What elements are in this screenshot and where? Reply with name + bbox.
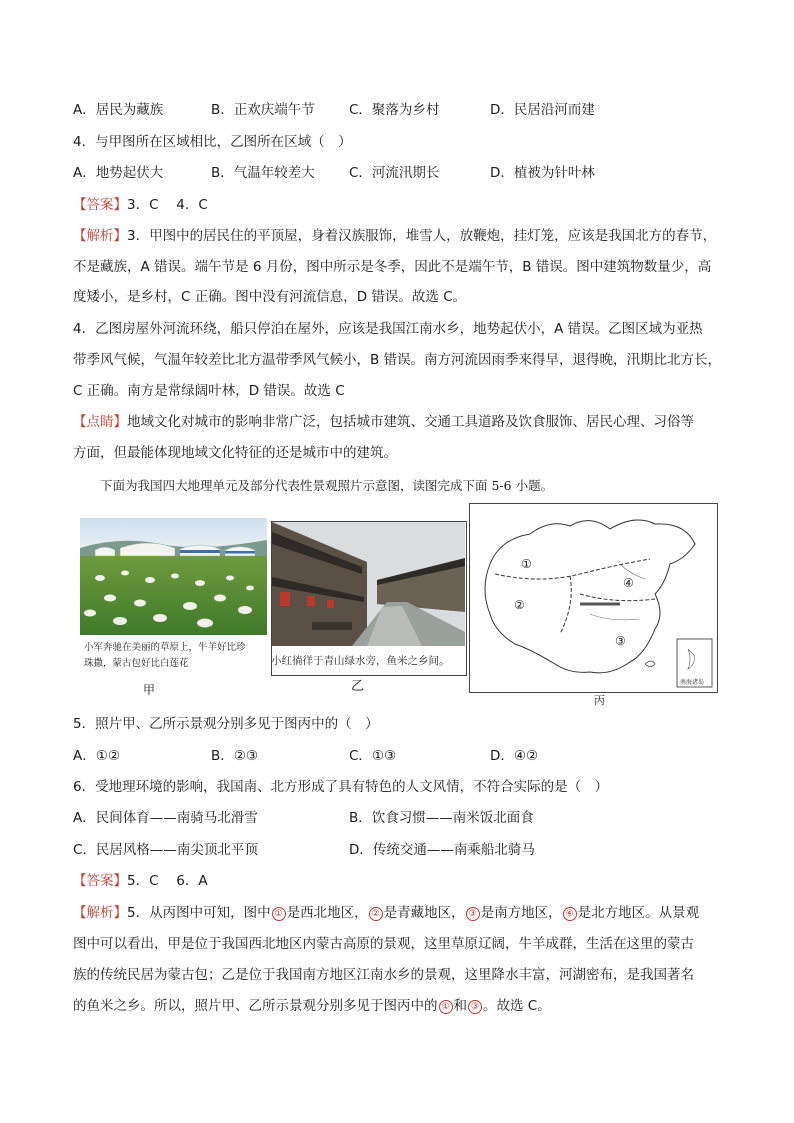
insight-tag: 【点睛】	[73, 414, 127, 430]
q6-option-d: D．传统交通——南乘船北骑马	[349, 842, 535, 858]
q5-option-a: A．①②	[73, 748, 120, 764]
photo-label-jia: 甲	[143, 683, 156, 697]
explanation-text: 是南方地区，	[480, 905, 562, 921]
map-region-3: ③	[615, 634, 626, 648]
explanation-2-line-4	[73, 996, 551, 1016]
q5-option-c: C．①③	[349, 748, 397, 764]
answer-text: 5．C 6．A	[127, 873, 208, 889]
q6-option-a: A．民间体育——南骑马北滑雪	[73, 810, 258, 826]
answer-2	[73, 871, 208, 891]
q4-option-c: C．河流汛期长	[349, 165, 440, 181]
explanation-text: 5．从丙图中可知，图中	[127, 905, 271, 921]
answer-tag: 【答案】	[73, 873, 127, 889]
q4-stem: 4．与甲图所在区域相比，乙图所在区域（ ）	[73, 134, 352, 150]
map-region-4: ④	[623, 576, 634, 590]
watertown-photo	[272, 522, 465, 646]
explanation-1-line-2: 不是藏族，A 错误。端午节是 6 月份，图中所示是冬季，因此不是端午节，B 错误。图中建筑物数量少，高	[73, 259, 712, 275]
q3-option-c: C．聚落为乡村	[349, 102, 440, 118]
q4-option-a: A．地势起伏大	[73, 165, 164, 181]
explanation-text: 3．甲图中的居民住的平顶屋，身着汉族服饰，堆雪人，放鞭炮，挂灯笼，应该是我国北方的春节，	[127, 228, 717, 244]
q5-stem: 5．照片甲、乙所示景观分别多见于图丙中的（ ）	[73, 716, 379, 732]
q3-option-a: A．居民为藏族	[73, 102, 164, 118]
grassland-caption-2: 珠撒，蒙古包好比白莲花	[84, 658, 189, 669]
explanation-1-line-3: 度矮小，是乡村，C 正确。图中没有河流信息，D 错误。故选 C。	[73, 289, 467, 305]
explanation-text: 是北方地区。从景观	[577, 905, 700, 921]
answer-1	[73, 195, 208, 215]
explanation-tag: 【解析】	[73, 228, 127, 244]
photo-label-yi: 乙	[351, 679, 365, 694]
circled-1: ①	[439, 1000, 453, 1014]
figure-intro: 下面为我国四大地理单元及部分代表性景观照片示意图，读图完成下面 5-6 小题。	[100, 478, 554, 493]
circled-4: ④	[563, 907, 577, 921]
explanation-text: 和	[453, 998, 467, 1014]
explanation-1-line-4: 4．乙图房屋外河流环绕，船只停泊在屋外，应该是我国江南水乡，地势起伏小，A 错误。乙图区域为亚热	[73, 321, 703, 337]
explanation-text: 。故选 C。	[483, 998, 551, 1014]
insight-text: 地域文化对城市的影响非常广泛，包括城市建筑、交通工具道路及饮食服饰、居民心理、习俗等	[127, 414, 694, 430]
map-inset-label: 南海诸岛	[680, 679, 705, 686]
explanation-1-line-5: 带季风气候，气温年较差比北方温带季风气候小，B 错误。南方河流因雨季来得早，退得晚，汛期比北方长，	[73, 352, 722, 368]
circled-1: ①	[272, 907, 286, 921]
watertown-caption: 小红徜徉于青山绿水旁，鱼米之乡间。	[271, 655, 450, 667]
answer-tag: 【答案】	[73, 197, 127, 213]
circled-3: ③	[466, 907, 480, 921]
explanation-text: 是青藏地区，	[383, 905, 465, 921]
explanation-tag: 【解析】	[73, 905, 127, 921]
circled-2: ②	[369, 907, 383, 921]
q4-option-b: B．气温年较差大	[211, 165, 315, 181]
map-region-2: ②	[514, 598, 525, 612]
grassland-caption-1: 小军奔驰在美丽的草原上，牛羊好比珍	[84, 642, 246, 653]
circled-3: ③	[468, 1000, 482, 1014]
explanation-1-line-1	[73, 226, 716, 246]
map-region-1: ①	[521, 557, 532, 571]
q5-option-d: D．④②	[490, 748, 539, 764]
explanation-2-line-2: 图中可以看出，甲是位于我国西北地区内蒙古高原的景观，这里草原辽阔，牛羊成群，生活在这里的蒙古	[73, 936, 694, 952]
explanation-1-line-6: C 正确。南方是常绿阔叶林，D 错误。故选 C	[73, 383, 345, 399]
insight-line-1	[73, 412, 694, 432]
q4-option-d: D．植被为针叶林	[490, 165, 595, 181]
explanation-text: 是西北地区，	[286, 905, 368, 921]
explanation-2-line-1	[73, 903, 699, 923]
insight-line-2: 方面，但最能体现地域文化特征的还是城市中的建筑。	[73, 445, 397, 461]
answer-text: 3．C 4．C	[127, 197, 208, 213]
q6-option-c: C．民居风格——南尖顶北平顶	[73, 842, 258, 858]
explanation-2-line-3: 族的传统民居为蒙古包；乙是位于我国南方地区江南水乡的景观，这里降水丰富，河湖密布，是我国著名	[73, 967, 694, 983]
q6-stem: 6．受地理环境的影响，我国南、北方形成了具有特色的人文风情，不符合实际的是（ ）	[73, 779, 609, 795]
explanation-text: 的鱼米之乡。所以，照片甲、乙所示景观分别多见于图丙中的	[73, 998, 438, 1014]
map-label-bing: 丙	[594, 694, 605, 707]
q3-option-d: D．民居沿河而建	[490, 102, 595, 118]
china-map	[469, 503, 718, 693]
q6-option-b: B．饮食习惯——南米饭北面食	[349, 810, 534, 826]
grassland-photo	[80, 518, 267, 635]
q5-option-b: B．②③	[211, 748, 258, 764]
q3-option-b: B．正欢庆端午节	[211, 102, 315, 118]
